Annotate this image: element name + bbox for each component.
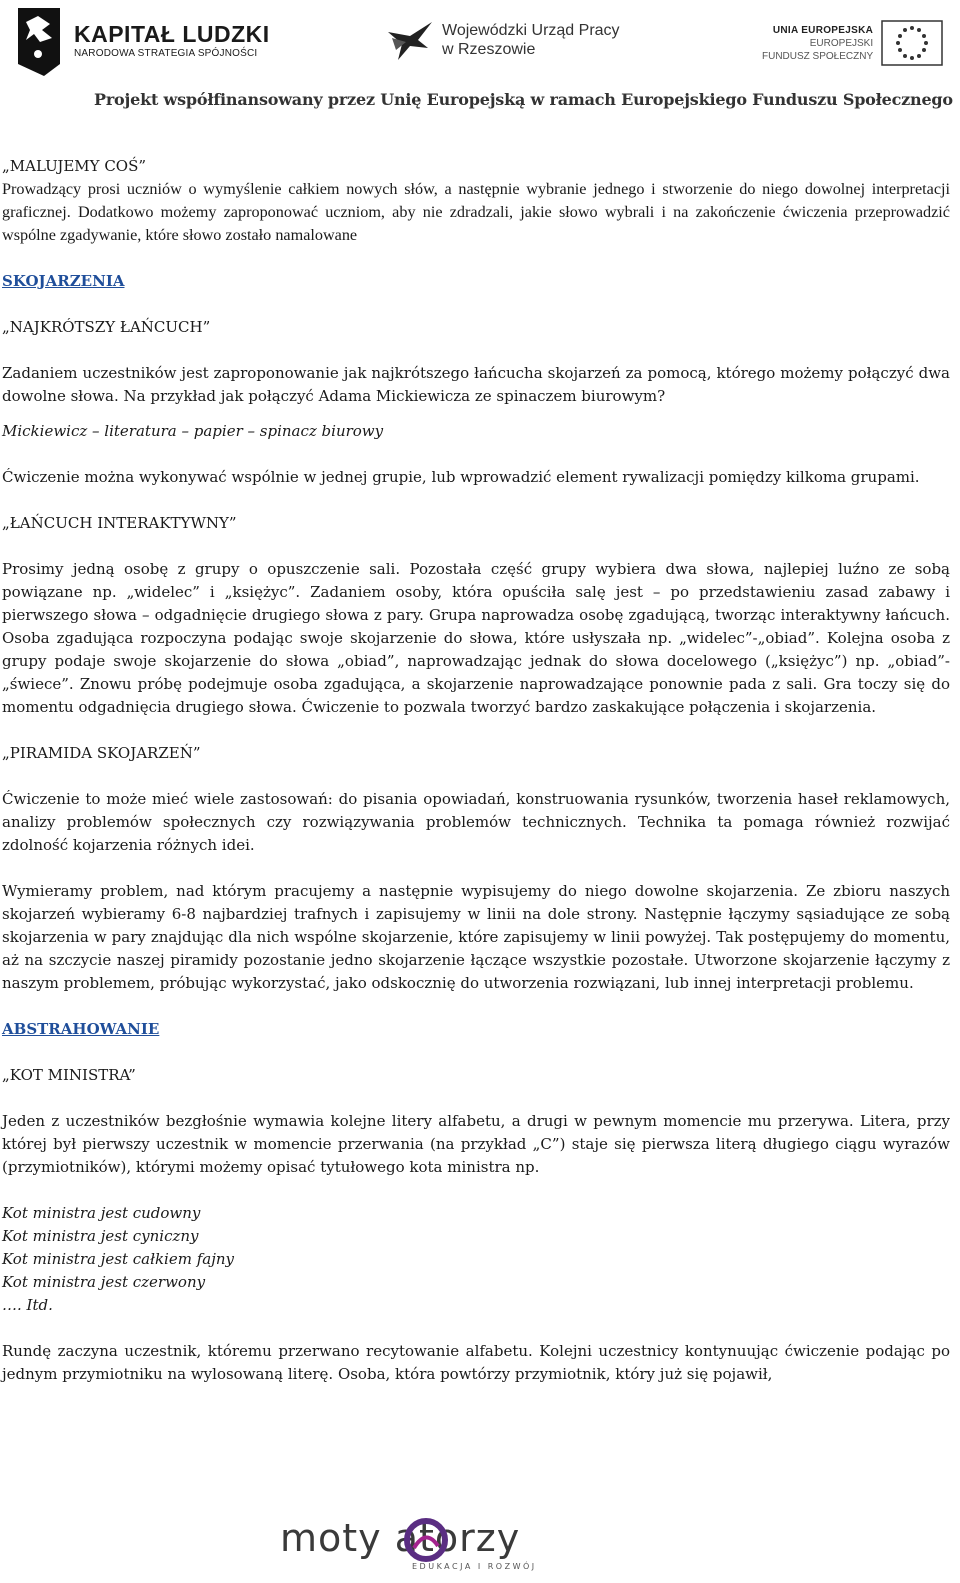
page-header bbox=[0, 0, 960, 125]
example-chain: Mickiewicz – literatura – papier – spinacz biurowy bbox=[2, 422, 384, 440]
heading-najkrotszy: „NAJKRÓTSZY ŁAŃCUCH” bbox=[2, 318, 211, 336]
list-item: Kot ministra jest cyniczny bbox=[2, 1227, 199, 1245]
paragraph-kot-end: Rundę zaczyna uczestnik, któremu przerwano recytowanie alfabetu. Kolejni uczestnicy kontynuując ćwiczenie podając po jednym przymiotniku na wylosowaną literę. Osoba, która powtórzy przymiotnik, który już się pojawił, bbox=[2, 1342, 950, 1383]
paragraph-piramida-1: Ćwiczenie to może mieć wiele zastosowań: do pisania opowiadań, konstruowania rysunków, tworzenia haseł reklamowych, analizy problemów społecznych czy rozwiązywania problemów technicznych. Technika ta pomaga również rozwijać zdolność kojarzenia różnych idei. bbox=[2, 790, 950, 854]
kapital-ludzki-logo bbox=[14, 4, 270, 76]
list-item: Kot ministra jest cudowny bbox=[2, 1204, 201, 1222]
heading-malujemy: „MALUJEMY COŚ” bbox=[2, 157, 147, 175]
list-item: Kot ministra jest całkiem fajny bbox=[2, 1250, 234, 1268]
cofinancing-tagline: Projekt współfinansowany przez Unię Europejską w ramach Europejskiego Funduszu Społecznego bbox=[94, 90, 953, 109]
swirl-icon bbox=[404, 1518, 448, 1562]
motywatorzy-logo bbox=[280, 1516, 610, 1576]
wup-rzeszow-logo bbox=[384, 14, 620, 66]
bird-icon bbox=[384, 14, 436, 66]
section-heading-abstrahowanie: ABSTRAHOWANIE bbox=[2, 1020, 160, 1038]
eu-line2: EUROPEJSKI bbox=[809, 37, 874, 49]
paragraph-piramida-2: Wymieramy problem, nad którym pracujemy a następnie wypisujemy do niego dowolne skojarzenia. Ze zbioru naszych skojarzeń wybieramy 6-8 najbardziej trafnych i zapisujemy w linii na dole strony. Następnie łączymy sąsiadujące ze sobą skojarzenia w pary znajdując dla nich wspólne skojarzenie, które zapisujemy w linii powyżej. Tak postępujemy do momentu, aż na szczycie naszej piramidy pozostanie jedno skojarzenie łączące wszystkie pozostałe. Utworzone skojarzenie łączymy z naszym problemem, próbując wykorzystać, jako odskocznię do utworzenia rozwiązani, lub innej interpretacji problemu. bbox=[2, 882, 950, 992]
paragraph-interaktywny: Prosimy jedną osobę z grupy o opuszczenie sali. Pozostała część grupy wybiera dwa słowa, najlepiej luźno ze sobą powiązane np. „widelec” i „księżyc”. Zadaniem osoby, która opuściła salę jest – po przedstawieniu zasad zabawy i pierwszego słowa – odgadnięcie drugiego słowa z pary. Grupa naprowadza osobę zgadującą, tworząc interaktywny łańcuch. Osoba zgadująca rozpoczyna podając swoje skojarzenie do słowa, które usłyszała np. „widelec”-„obiad”. Kolejna osoba z grupy podaje swoje skojarzenie do słowa „obiad”, naprowadzając jednak do słowa docelowego („księżyc”) np. „obiad”-„świece”. Znowu próbę podejmuje osoba zgadująca, a skojarzenie naprowadzające ponownie pada z sali. Gra toczy się do momentu odgadnięcia drugiego słowa. Ćwiczenie to pozwala tworzyć bardzo zaskakujące połączenia i skojarzenia. bbox=[2, 560, 950, 716]
paragraph-najkrotszy: Zadaniem uczestników jest zaproponowanie jak najkrótszego łańcucha skojarzeń za pomocą, którego możemy połączyć dwa dowolne słowa. Na przykład jak połączyć Adama Mickiewicza ze spinaczem biurowym? bbox=[2, 364, 950, 405]
heading-piramida: „PIRAMIDA SKOJARZEŃ” bbox=[2, 744, 201, 762]
wup-name-line2: w Rzeszowie bbox=[442, 41, 536, 58]
heading-interaktywny: „ŁAŃCUCH INTERAKTYWNY” bbox=[2, 514, 237, 532]
heading-kot: „KOT MINISTRA” bbox=[2, 1066, 136, 1084]
paragraph-kot: Jeden z uczestników bezgłośnie wymawia kolejne litery alfabetu, a drugi w pewnym momencie mu przerywa. Litera, przy której był pierwszy uczestnik w momencie przerwania (na przykład „C”) staje się pierwsza literą długiego ciągu wyrazów (przymiotników), którymi możemy opisać tytułowego kota ministra np. bbox=[2, 1112, 950, 1176]
motywatorzy-subtitle: EDUKACJA I ROZWÓJ bbox=[412, 1562, 537, 1571]
document-body bbox=[2, 155, 950, 1386]
eu-line3: FUNDUSZ SPOŁECZNY bbox=[762, 50, 874, 62]
kapital-ludzki-name: KAPITAŁ LUDZKI bbox=[74, 20, 270, 47]
paragraph-malujemy: Prowadzący prosi uczniów o wymyślenie całkiem nowych słów, a następnie wybranie jednego i stworzenie do niego dowolnej interpretacji graficznej. Dodatkowo możemy zaproponować uczniom, aby nie zdradzali, jakie słowo wybrali i na zakończenie ćwiczenia przeprowadzić wspólne zgadywanie, które słowo zostało namalowane bbox=[2, 180, 950, 244]
eu-flag-icon bbox=[881, 20, 943, 66]
wup-name-line1: Wojewódzki Urząd Pracy bbox=[442, 22, 620, 39]
motywatorzy-wordmark: moty atorzy bbox=[280, 1516, 521, 1560]
list-item: …. Itd. bbox=[2, 1296, 53, 1314]
list-item: Kot ministra jest czerwony bbox=[2, 1273, 206, 1291]
paragraph-najkrotszy-note: Ćwiczenie można wykonywać wspólnie w jednej grupie, lub wprowadzić element rywalizacji pomiędzy kilkoma grupami. bbox=[2, 468, 920, 486]
kapital-ludzki-subtitle: NARODOWA STRATEGIA SPÓJNOŚCI bbox=[74, 47, 258, 59]
eu-logo bbox=[762, 20, 943, 66]
eu-line1: UNIA EUROPEJSKA bbox=[772, 24, 874, 36]
kapital-ludzki-emblem-icon bbox=[14, 4, 64, 76]
kot-examples-list bbox=[2, 1202, 950, 1317]
section-heading-skojarzenia: SKOJARZENIA bbox=[2, 272, 125, 290]
